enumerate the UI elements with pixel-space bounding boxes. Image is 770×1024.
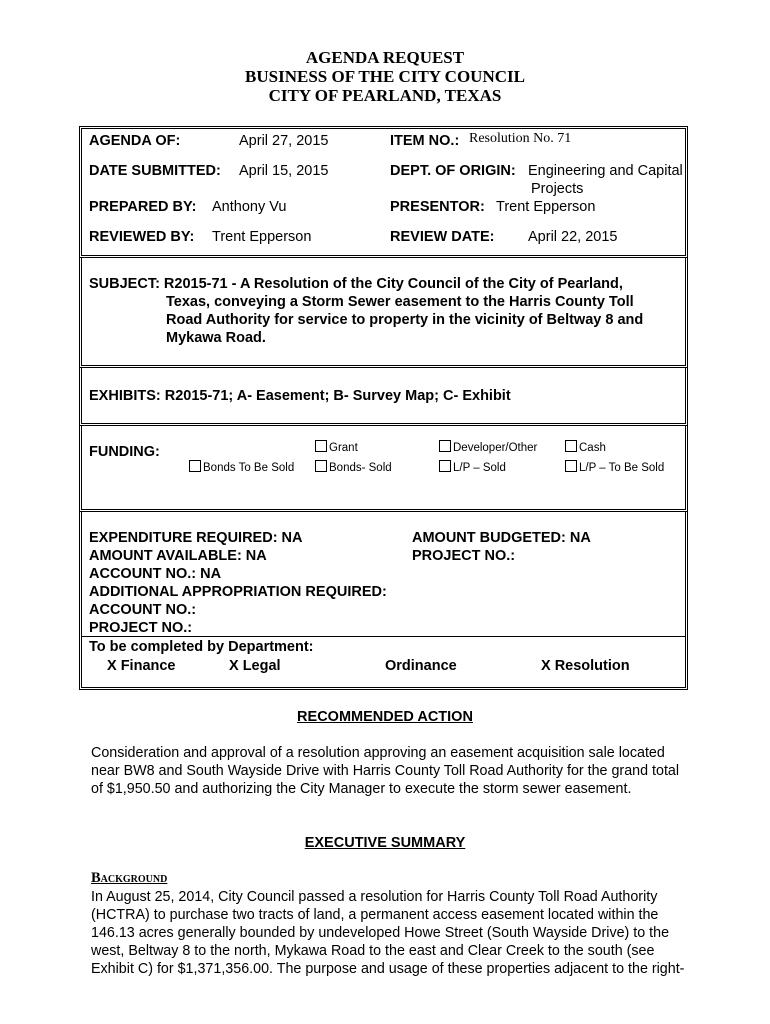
- project-no-2: PROJECT NO.:: [89, 620, 193, 636]
- recommended-line-2: near BW8 and South Wayside Drive with Harris County Toll Road Authority for the grand total: [91, 763, 680, 779]
- background-line-1: In August 25, 2014, City Council passed a resolution for Harris County Toll Road Authority: [91, 889, 658, 905]
- presentor-label: PRESENTOR:: [390, 199, 485, 215]
- subject-line-2: Texas, conveying a Storm Sewer easement to the Harris County Toll: [166, 294, 634, 310]
- funding-grant[interactable]: [315, 440, 358, 454]
- executive-summary-title: EXECUTIVE SUMMARY: [304, 835, 466, 851]
- dept-origin-label: DEPT. OF ORIGIN:: [390, 163, 516, 179]
- background-text: [91, 888, 697, 978]
- date-submitted-label: DATE SUBMITTED:: [89, 163, 221, 179]
- ordinance-mark: Ordinance: [385, 658, 457, 674]
- funding-developer-other[interactable]: [439, 440, 537, 454]
- dept-origin-value: Engineering and Capital: [528, 163, 683, 179]
- subject-line-3: Road Authority for service to property in the vicinity of Beltway 8 and: [166, 312, 644, 328]
- header-business: BUSINESS OF THE CITY COUNCIL: [245, 67, 525, 86]
- reviewed-by-label: REVIEWED BY:: [89, 229, 195, 245]
- bonds-sold-checkbox[interactable]: [315, 460, 327, 472]
- background-line-2: (HCTRA) to purchase two tracts of land, a permanent access easement located within the: [91, 907, 659, 923]
- funding-cash[interactable]: [565, 440, 606, 454]
- bonds-to-be-sold-checkbox[interactable]: [189, 460, 201, 472]
- review-date-label: REVIEW DATE:: [390, 229, 495, 245]
- amount-budgeted: AMOUNT BUDGETED: NA: [412, 530, 591, 546]
- cash-label: Cash: [579, 442, 606, 454]
- lp-to-be-sold-label: L/P – To Be Sold: [579, 462, 665, 474]
- funding-lp-to-be-sold[interactable]: [565, 460, 664, 474]
- amount-available: AMOUNT AVAILABLE: NA: [89, 548, 267, 564]
- lp-sold-checkbox[interactable]: [439, 460, 451, 472]
- legal-mark: X Legal: [229, 658, 281, 674]
- funding-bonds-sold[interactable]: [315, 460, 392, 474]
- divider: [82, 636, 685, 637]
- expenditure-required: EXPENDITURE REQUIRED: NA: [89, 530, 303, 546]
- subject-box: [79, 258, 688, 368]
- reviewed-by-value: Trent Epperson: [212, 229, 312, 245]
- funding-box: [79, 426, 688, 512]
- funding-bonds-to-be-sold[interactable]: [189, 460, 294, 474]
- finance-mark: X Finance: [107, 658, 176, 674]
- background-heading: Background: [91, 870, 168, 886]
- agenda-info-box: [79, 126, 688, 258]
- lp-sold-label: L/P – Sold: [453, 462, 506, 474]
- item-no-value: Resolution No. 71: [469, 131, 572, 146]
- grant-checkbox[interactable]: [315, 440, 327, 452]
- agenda-of-label: AGENDA OF:: [89, 133, 181, 149]
- funding-lp-sold[interactable]: [439, 460, 506, 474]
- agenda-of-value: April 27, 2015: [239, 133, 329, 149]
- recommended-action-title: RECOMMENDED ACTION: [297, 709, 473, 725]
- additional-appropriation: ADDITIONAL APPROPRIATION REQUIRED:: [89, 584, 387, 600]
- background-line-3: 146.13 acres generally bounded by undeveloped Howe Street (South Wayside Drive) to the: [91, 925, 670, 941]
- to-be-completed: To be completed by Department:: [89, 639, 314, 655]
- date-submitted-value: April 15, 2015: [239, 163, 329, 179]
- account-no: ACCOUNT NO.: NA: [89, 566, 222, 582]
- background-line-4: west, Beltway 8 to the north, Mykawa Road to the east and Clear Creek to the south (see: [91, 943, 655, 959]
- bonds-sold-label: Bonds- Sold: [329, 462, 392, 474]
- document-header: [0, 48, 770, 105]
- recommended-action-text: [91, 744, 697, 798]
- header-title: AGENDA REQUEST: [305, 48, 465, 67]
- lp-to-be-sold-checkbox[interactable]: [565, 460, 577, 472]
- background-line-5: Exhibit C) for $1,371,356.00. The purpose and usage of these properties adjacent to the right-: [91, 961, 685, 977]
- funding-label: FUNDING:: [89, 444, 160, 460]
- presentor-value: Trent Epperson: [496, 199, 596, 215]
- project-no-right: PROJECT NO.:: [412, 548, 516, 564]
- review-date-value: April 22, 2015: [528, 229, 618, 245]
- account-no-2: ACCOUNT NO.:: [89, 602, 197, 618]
- exhibits-box: [79, 368, 688, 426]
- prepared-by-label: PREPARED BY:: [89, 199, 197, 215]
- grant-label: Grant: [329, 442, 358, 454]
- dept-origin-value-2: Projects: [531, 181, 584, 197]
- developer-other-checkbox[interactable]: [439, 440, 451, 452]
- recommended-line-1: Consideration and approval of a resolution approving an easement acquisition sale located: [91, 745, 665, 761]
- prepared-by-value: Anthony Vu: [212, 199, 287, 215]
- cash-checkbox[interactable]: [565, 440, 577, 452]
- exhibits-text: EXHIBITS: R2015-71; A- Easement; B- Survey Map; C- Exhibit: [89, 388, 511, 404]
- resolution-mark: X Resolution: [541, 658, 630, 674]
- recommended-line-3: of $1,950.50 and authorizing the City Manager to execute the storm sewer easement.: [91, 781, 632, 797]
- subject-line-1: SUBJECT: R2015-71 - A Resolution of the City Council of the City of Pearland,: [89, 276, 623, 292]
- expenditure-box: [79, 512, 688, 690]
- item-no-label: ITEM NO.:: [390, 133, 460, 149]
- subject-line-4: Mykawa Road.: [166, 330, 266, 346]
- developer-other-label: Developer/Other: [453, 442, 538, 454]
- bonds-to-be-sold-label: Bonds To Be Sold: [203, 462, 295, 474]
- header-city: CITY OF PEARLAND, TEXAS: [268, 86, 502, 105]
